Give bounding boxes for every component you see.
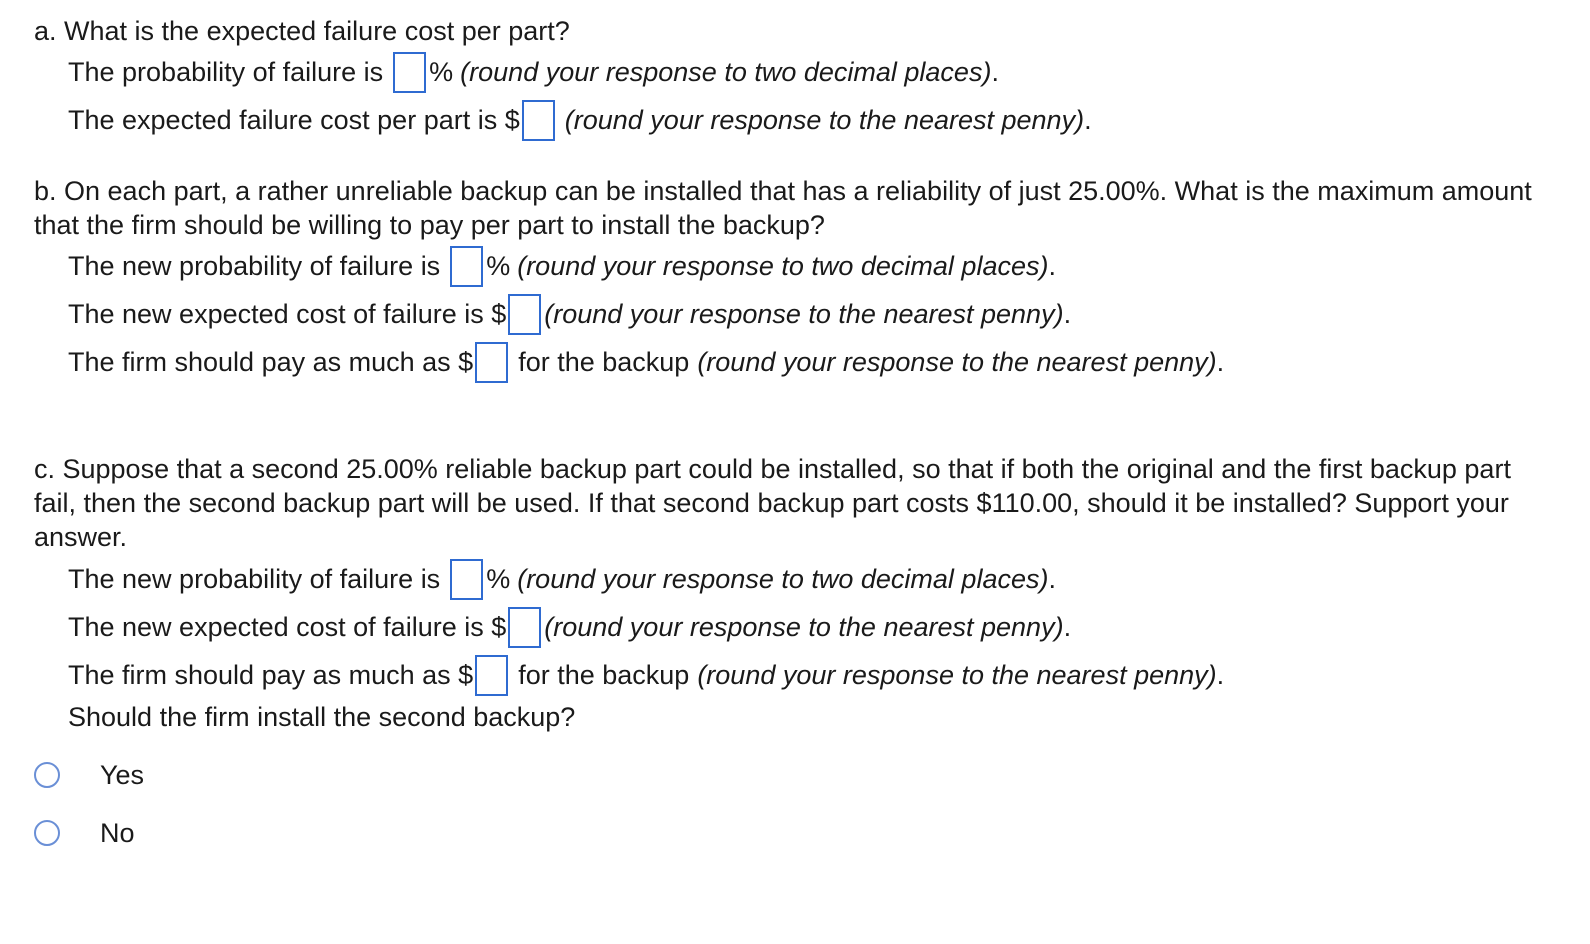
b-cost-label: The new expected cost of failure is $ xyxy=(68,298,507,329)
c-install-question: Should the firm install the second backup? xyxy=(68,701,576,732)
period: . xyxy=(1048,250,1056,281)
c-pay-row xyxy=(68,651,1224,699)
b-pay-middle: for the backup xyxy=(518,346,690,377)
b-cost-row xyxy=(68,290,1071,338)
b-cost-input[interactable] xyxy=(508,294,541,335)
c-cost-row xyxy=(68,603,1071,651)
period: . xyxy=(1063,611,1072,642)
c-pay-middle: for the backup xyxy=(518,659,690,690)
period: . xyxy=(1048,563,1056,594)
c-pay-note: (round your response to the nearest penny) xyxy=(697,659,1217,690)
period: . xyxy=(1063,298,1072,329)
radio-button-yes[interactable] xyxy=(34,762,60,788)
b-probability-row xyxy=(68,242,1056,290)
b-probability-input[interactable] xyxy=(450,246,483,287)
c-pay-input[interactable] xyxy=(475,655,508,696)
percent-sign: % xyxy=(486,563,511,594)
radio-option-yes[interactable] xyxy=(34,755,144,795)
a-cost-note: (round your response to the nearest penny) xyxy=(564,104,1085,135)
a-probability-row xyxy=(68,48,999,96)
a-probability-input[interactable] xyxy=(393,52,426,93)
radio-button-no[interactable] xyxy=(34,820,60,846)
radio-label-yes: Yes xyxy=(100,759,145,790)
question-c: c. Suppose that a second 25.00% reliable backup part could be installed, so that if both the original and the first backup part fail, then the second backup part will be used. If that second backup part costs $110.00, should it be installed? Support your answer. xyxy=(34,454,1511,552)
c-probability-note: (round your response to two decimal places) xyxy=(517,563,1049,594)
question-b: b. On each part, a rather unreliable backup can be installed that has a reliability of just 25.00%. What is the maximum amount that the firm should be willing to pay per part to install the backup? xyxy=(34,176,1532,240)
a-cost-row xyxy=(68,96,1092,144)
c-probability-row xyxy=(68,555,1056,603)
b-pay-row xyxy=(68,338,1224,386)
a-cost-input[interactable] xyxy=(522,100,555,141)
b-pay-label: The firm should pay as much as $ xyxy=(68,346,474,377)
b-pay-input[interactable] xyxy=(475,342,508,383)
c-cost-input[interactable] xyxy=(508,607,541,648)
c-cost-label: The new expected cost of failure is $ xyxy=(68,611,507,642)
b-probability-note: (round your response to two decimal places) xyxy=(517,250,1049,281)
b-pay-note: (round your response to the nearest penny) xyxy=(697,346,1217,377)
percent-sign: % xyxy=(486,250,511,281)
b-probability-label: The new probability of failure is xyxy=(68,250,441,281)
question-a: a. What is the expected failure cost per part? xyxy=(34,16,570,46)
c-cost-note: (round your response to the nearest penny) xyxy=(544,611,1064,642)
a-probability-note: (round your response to two decimal places) xyxy=(460,56,992,87)
c-pay-label: The firm should pay as much as $ xyxy=(68,659,474,690)
radio-label-no: No xyxy=(100,817,135,848)
c-probability-label: The new probability of failure is xyxy=(68,563,441,594)
period: . xyxy=(1084,104,1092,135)
radio-option-no[interactable] xyxy=(34,813,135,853)
a-cost-label: The expected failure cost per part is $ xyxy=(68,104,520,135)
period: . xyxy=(1216,659,1225,690)
a-probability-label: The probability of failure is xyxy=(68,56,384,87)
period: . xyxy=(991,56,999,87)
c-probability-input[interactable] xyxy=(450,559,483,600)
period: . xyxy=(1216,346,1225,377)
b-cost-note: (round your response to the nearest penny) xyxy=(544,298,1064,329)
percent-sign: % xyxy=(429,56,454,87)
